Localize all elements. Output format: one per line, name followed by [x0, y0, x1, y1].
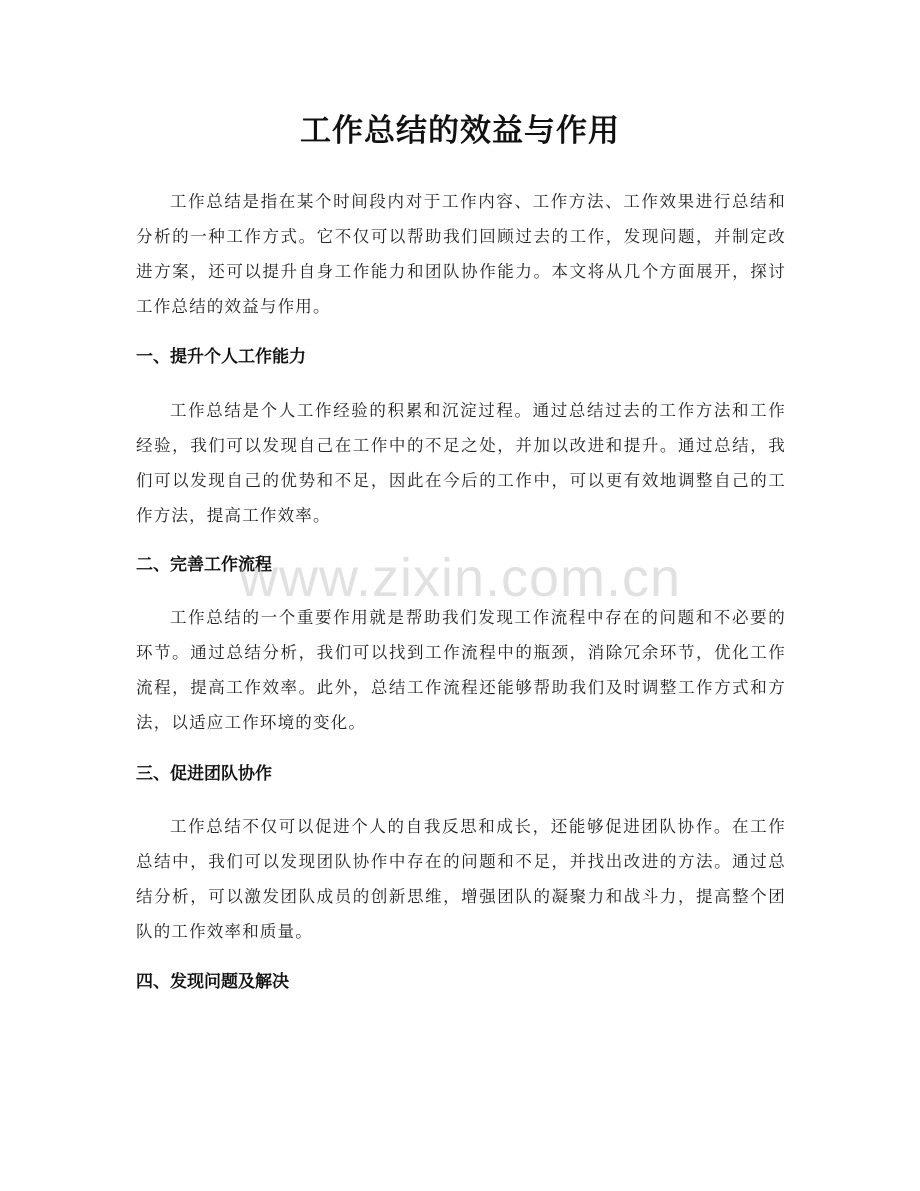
watermark: www.zixin.com.cn — [238, 548, 682, 608]
intro-paragraph: 工作总结是指在某个时间段内对于工作内容、工作方法、工作效果进行总结和分析的一种工作方式。它不仅可以帮助我们回顾过去的工作，发现问题，并制定改进方案，还可以提升自身工作能力和团队协作能力。本文将从几个方面展开，探讨工作总结的效益与作用。 — [136, 192, 786, 316]
section-heading-4: 四、发现问题及解决 — [136, 972, 289, 992]
section-body-2: 工作总结的一个重要作用就是帮助我们发现工作流程中存在的问题和不必要的环节。通过总结分析，我们可以找到工作流程中的瓶颈，消除冗余环节，优化工作流程，提高工作效率。此外，总结工作流程还能够帮助我们及时调整工作方式和方法，以适应工作环境的变化。 — [136, 608, 786, 732]
section-heading-3: 三、促进团队协作 — [136, 764, 272, 784]
document-title: 工作总结的效益与作用 — [300, 113, 620, 149]
section-body-1: 工作总结是个人工作经验的积累和沉淀过程。通过总结过去的工作方法和工作经验，我们可以发现自己在工作中的不足之处，并加以改进和提升。通过总结，我们可以发现自己的优势和不足，因此在今后的工作中，可以更有效地调整自己的工作方法，提高工作效率。 — [136, 401, 786, 525]
section-body-3: 工作总结不仅可以促进个人的自我反思和成长，还能够促进团队协作。在工作总结中，我们可以发现团队协作中存在的问题和不足，并找出改进的方法。通过总结分析，可以激发团队成员的创新思维，增强团队的凝聚力和战斗力，提高整个团队的工作效率和质量。 — [136, 817, 786, 941]
section-heading-2: 二、完善工作流程 — [136, 555, 272, 575]
section-heading-1: 一、提升个人工作能力 — [136, 347, 306, 367]
